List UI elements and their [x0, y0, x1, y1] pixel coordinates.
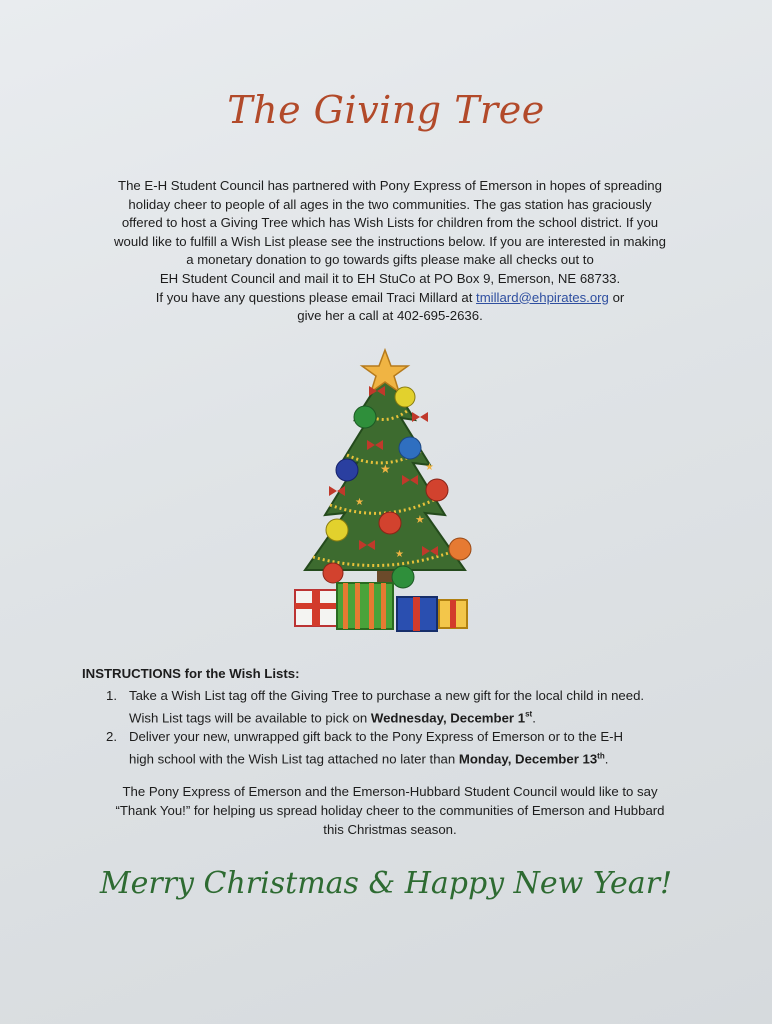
step-line	[129, 705, 710, 727]
page-title: The Giving Tree	[227, 88, 545, 132]
contact-prefix: If you have any questions please email Traci Millard at	[155, 289, 477, 305]
instructions-list	[100, 686, 710, 769]
intro-line: The E-H Student Council has partnered with Pony Express of Emerson in hopes of spreading	[118, 178, 662, 193]
christmas-tree-with-gifts-icon	[285, 345, 485, 635]
intro-line: would like to fulfill a Wish List please see the instructions below. If you are interested in making	[114, 233, 666, 249]
step-number: 1.	[106, 688, 117, 703]
svg-text:★: ★	[395, 549, 404, 560]
instructions-heading: INSTRUCTIONS for the Wish Lists:	[82, 666, 300, 681]
intro-line: a monetary donation to go towards gifts please make all checks out to	[186, 252, 594, 268]
step-date-suffix: st	[525, 710, 533, 719]
step-text: high school with the Wish List tag attached no later than	[129, 751, 459, 767]
step-text: Wish List tags will be available to pick on	[129, 710, 371, 726]
step-number: 2.	[106, 729, 117, 745]
step-date: Monday, December 13	[458, 751, 598, 767]
intro-line: holiday cheer to people of all ages in the two communities. The gas station has graciously	[128, 196, 652, 212]
contact-suffix: or	[608, 289, 625, 305]
thanks-line: The Pony Express of Emerson and the Emerson-Hubbard Student Council would like to say	[122, 784, 658, 799]
tree-illustration	[285, 345, 485, 635]
intro-paragraph	[80, 177, 700, 326]
thanks-line: this Christmas season.	[323, 822, 457, 837]
step-date: Wednesday, December 1	[370, 710, 526, 726]
step-line	[129, 746, 710, 768]
intro-line: give her a call at 402-695-2636.	[297, 308, 483, 324]
email-link[interactable]: tmillard@ehpirates.org	[476, 289, 609, 305]
intro-line: offered to host a Giving Tree which has Wish Lists for children from the school district. If you	[121, 215, 659, 231]
thanks-line: “Thank You!” for helping us spread holiday cheer to the communities of Emerson and Hubbard	[115, 803, 665, 818]
svg-text:★: ★	[425, 462, 434, 473]
svg-text:★: ★	[415, 514, 425, 526]
step-period: .	[604, 751, 609, 767]
svg-text:★: ★	[355, 497, 364, 508]
step-date-suffix: th	[597, 751, 605, 761]
step-line: Deliver your new, unwrapped gift back to the Pony Express of Emerson or to the E-H	[129, 729, 624, 745]
step-period: .	[532, 710, 536, 726]
intro-contact-line	[80, 289, 700, 308]
list-item	[100, 686, 710, 727]
step-line: Take a Wish List tag off the Giving Tree to purchase a new gift for the local child in need.	[129, 688, 645, 703]
intro-line: EH Student Council and mail it to EH StuCo at PO Box 9, Emerson, NE 68733.	[159, 270, 621, 286]
list-item	[100, 727, 710, 768]
closing-greeting: Merry Christmas & Happy New Year!	[99, 866, 673, 901]
thank-you-paragraph	[70, 782, 710, 839]
svg-text:★: ★	[380, 462, 391, 476]
